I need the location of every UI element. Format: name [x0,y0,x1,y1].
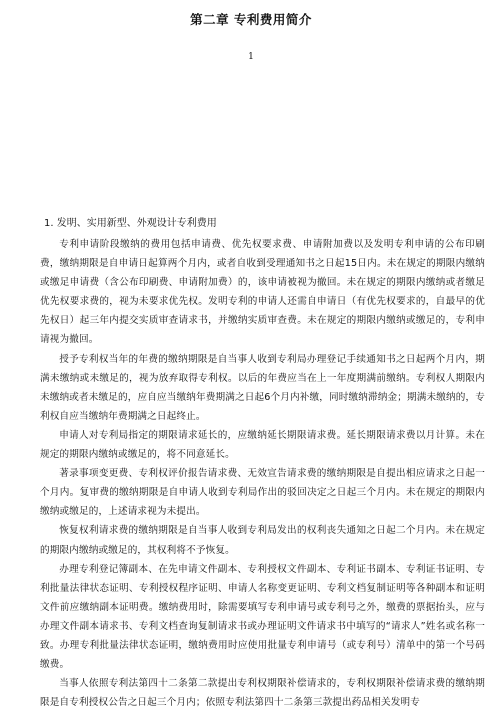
chapter-title: 第二章 专利费用简介 [190,12,312,27]
page-number: 1 [248,52,254,62]
paragraph-restoration-fees: 恢复权利请求费的缴纳期限是自当事人收到专利局发出的权利丧失通知之日起二个月内。未在规定的期限内缴纳或缴足的，其权利将不予恢复。 [40,525,485,556]
paragraph-term-compensation-fees: 当事人依照专利法第四十二条第二款提出专利权期限补偿请求的，专利权期限补偿请求费的缴纳期限是自专利授权公告之日起三个月内；依照专利法第四十二条第三款提出药品相关发明专 [40,678,485,709]
paragraph-change-review-fees: 著录事项变更费、专利权评价报告请求费、无效宣告请求费的缴纳期限是自提出相应请求之日起一个月内。复审费的缴纳期限是自申请人收到专利局作出的驳回决定之日起三个月内。未在规定的期限内缴纳或缴足的，上述请求视为未提出。 [40,468,485,518]
paragraph-copy-certificate-fees: 办理专利登记簿副本、在先申请文件副本、专利授权文件副本、专利证书副本、专利证书证明、专利批量法律状态证明、专利授权程序证明、申请人名称变更证明、专利文档复制证明等各种副本和证明文件前应缴纳副本证明费。缴纳费用时，除需要填写专利申请号或专利号之外，缴费的票据抬头，应与办理文件副本请求书、专利文档查询复制请求书或办理证明文件请求书中填写的“请求人”姓名或名称一致。办理专利批量法律状态证明，缴纳费用时应使用批量专利申请号（或专利号）清单中的第一个号码缴费。 [40,563,485,671]
paragraph-application-fees: 专利申请阶段缴纳的费用包括申请费、优先权要求费、申请附加费以及发明专利申请的公布印刷费，缴纳期限是自申请日起算两个月内，或者自收到受理通知书之日起15日内。未在规定的期限内缴纳或缴足申请费（含公布印刷费、申请附加费）的，该申请被视为撤回。未在规定的期限内缴纳或者缴足优先权要求费的，视为未要求优先权。发明专利的申请人还需自申请日（有优先权要求的，自最早的优先权日）起三年内提交实质审查请求书，并缴纳实质审查费。未在规定的期限内缴纳或缴足的，专利申请视为撤回。 [40,239,485,346]
paragraph-annual-fees: 授予专利权当年的年费的缴纳期限是自当事人收到专利局办理登记手续通知书之日起两个月内，期满未缴纳或未缴足的，视为放弃取得专利权。以后的年费应当在上一年度期满前缴纳。专利权人期限内未缴纳或者未缴足的，应自应当缴纳年费期满之日起6个月内补缴，同时缴纳滞纳金；期满未缴纳的，专利权自应当缴纳年费期满之日起终止。 [40,353,485,422]
paragraph-extension-fees: 申请人对专利局指定的期限请求延长的，应缴纳延长期限请求费。延长期限请求费以月计算。未在规定的期限内缴纳或缴足的，将不同意延长。 [40,429,485,461]
section-heading: 1. 发明、实用新型、外观设计专利费用 [44,218,217,229]
body-text [40,235,485,712]
